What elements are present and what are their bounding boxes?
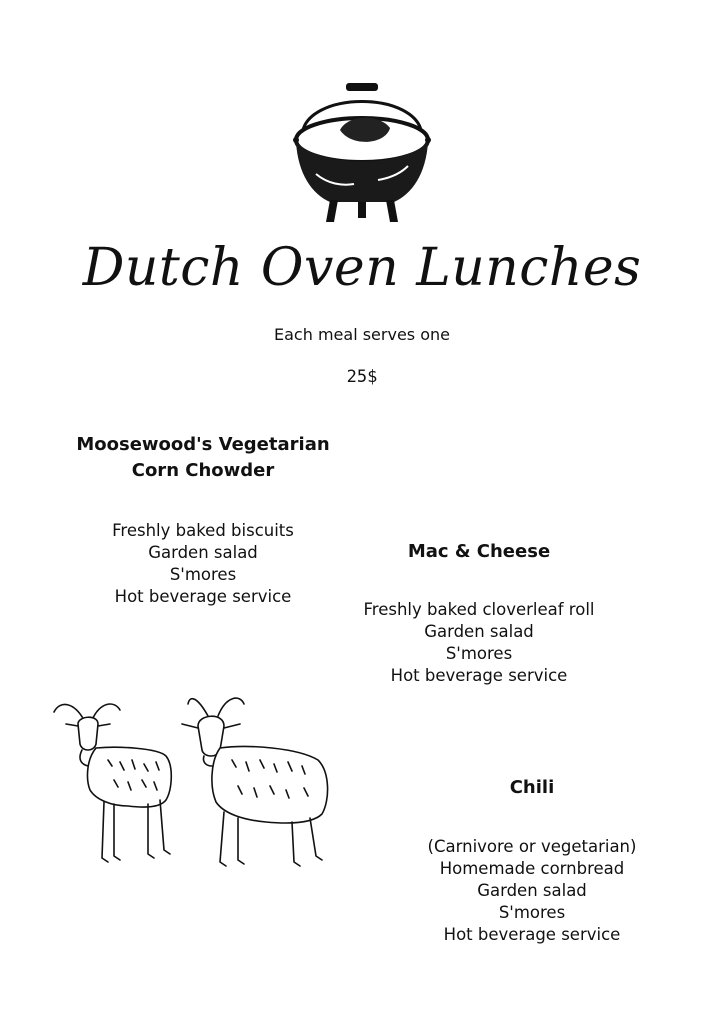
side-item: Garden salad <box>477 881 587 900</box>
side-item: S'mores <box>498 903 566 922</box>
menu-item-name: Moosewood's Vegetarian Corn Chowder <box>76 434 330 481</box>
menu-item-corn-chowder <box>72 432 334 608</box>
serving-note: Each meal serves one <box>274 325 450 344</box>
menu-item-mac-and-cheese <box>338 539 620 687</box>
menu-item-sides <box>338 599 620 687</box>
dutch-oven-pot-icon <box>282 74 442 234</box>
side-item: Freshly baked cloverleaf roll <box>363 600 595 619</box>
menu-item-sides <box>400 836 664 946</box>
side-item: Hot beverage service <box>114 587 292 606</box>
side-item: (Carnivore or vegetarian) <box>427 837 637 856</box>
price-label: 25$ <box>346 367 378 387</box>
side-item: Hot beverage service <box>390 666 568 685</box>
menu-item-name: Mac & Cheese <box>407 541 551 562</box>
side-item: S'mores <box>445 644 513 663</box>
side-item: Freshly baked biscuits <box>112 521 294 540</box>
side-item: Garden salad <box>424 622 534 641</box>
side-item: Hot beverage service <box>443 925 621 944</box>
goats-illustration <box>48 690 338 880</box>
side-item: S'mores <box>169 565 237 584</box>
menu-title: Dutch Oven Lunches <box>82 238 642 298</box>
side-item: Garden salad <box>148 543 258 562</box>
menu-item-chili <box>400 775 664 946</box>
menu-item-sides <box>72 520 334 608</box>
side-item: Homemade cornbread <box>439 859 625 878</box>
menu-item-name: Chili <box>509 777 555 798</box>
